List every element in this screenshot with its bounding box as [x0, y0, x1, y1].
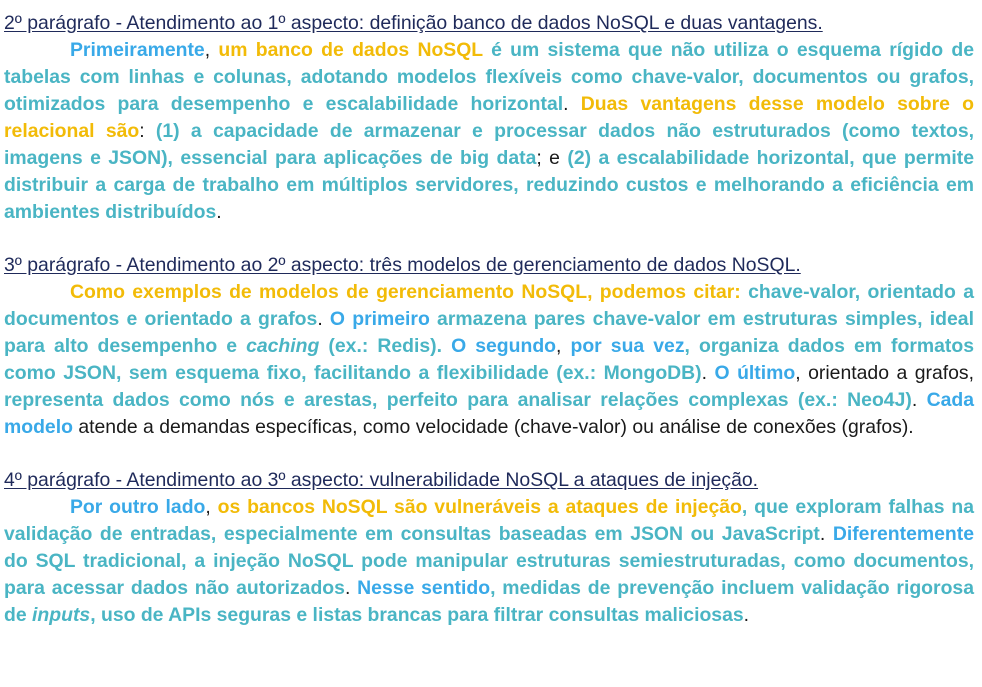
text-segment: . [911, 389, 927, 411]
text-segment: . [317, 308, 330, 330]
text-segment: Nesse sentido [357, 577, 491, 599]
text-segment: . [819, 523, 833, 545]
section-paragraph [4, 37, 974, 226]
text-segment: : [139, 120, 156, 142]
text-segment: . [701, 362, 715, 384]
section-paragraph [4, 494, 974, 629]
text-segment: , uso de APIs seguras e listas brancas para filtrar consultas maliciosas [90, 604, 744, 626]
text-segment: Cada modelo [4, 389, 974, 438]
text-segment: , que exploram falhas na validação de entradas, especialmente em consultas baseadas em JSON ou JavaScript [4, 496, 974, 545]
section-heading: 3º parágrafo - Atendimento ao 2º aspecto: três modelos de gerenciamento de dados NoSQL. [4, 254, 801, 276]
text-segment: do SQL tradicional, a injeção NoSQL pode manipular estruturas semiestruturadas, como documentos, para acessar dados não autorizados [4, 550, 974, 599]
text-segment: é um sistema que não utiliza o esquema rígido de tabelas com linhas e colunas, adotando modelos flexíveis como chave-valor, documentos ou grafos, otimizados para desempenho e escalabilidade horizontal [4, 39, 974, 115]
text-segment: chave-valor, orientado a documentos e orientado a grafos [4, 281, 975, 330]
text-segment: representa dados como nós e arestas, perfeito para analisar relações complexas (ex.: Neo4J) [4, 389, 912, 411]
text-segment: , [556, 335, 571, 357]
section-paragraph [4, 279, 974, 441]
text-segment: armazena pares chave-valor em estruturas simples, ideal para alto desempenho e [4, 308, 974, 357]
text-segment: , organiza dados em formatos como JSON, sem esquema fixo, facilitando a flexibilidade (ex.: MongoDB) [4, 335, 974, 384]
text-segment: O primeiro [329, 308, 430, 330]
text-segment: . [743, 604, 750, 626]
text-segment: Duas vantagens desse modelo sobre o relacional são [4, 93, 975, 142]
text-segment: (1) a capacidade de armazenar e processar dados não estruturados (como textos, imagens e JSON), essencial para aplicações de big data [4, 120, 974, 169]
text-segment: ; e [536, 147, 568, 169]
text-segment: os bancos NoSQL são vulneráveis a ataques de injeção [217, 496, 742, 518]
section-paragraph-2 [4, 10, 974, 226]
text-segment: , medidas de prevenção incluem validação rigorosa de [4, 577, 974, 626]
text-segment: (ex.: Redis). [319, 335, 452, 357]
text-segment: (2) a escalabilidade horizontal, que permite distribuir a carga de trabalho em múltiplos servidores, reduzindo custos e melhorando a eficiência em ambientes distribuídos [4, 147, 974, 223]
text-segment: . [216, 201, 222, 223]
text-segment: caching [246, 335, 320, 357]
text-segment: , [205, 496, 218, 518]
section-paragraph-3 [4, 252, 974, 441]
section-heading: 4º parágrafo - Atendimento ao 3º aspecto: vulnerabilidade NoSQL a ataques de injeção. [4, 469, 759, 491]
text-segment: . [563, 93, 581, 115]
text-segment: O segundo [451, 335, 557, 357]
text-segment: por sua vez [570, 335, 685, 357]
text-segment: O último [714, 362, 796, 384]
section-paragraph-4 [4, 467, 974, 629]
section-heading: 2º parágrafo - Atendimento ao 1º aspecto: definição banco de dados NoSQL e duas vantagens. [4, 12, 823, 34]
text-segment: Primeiramente [70, 39, 205, 61]
text-segment: . [344, 577, 358, 599]
text-segment: , [204, 39, 219, 61]
text-segment: inputs [32, 604, 91, 626]
text-segment: atende a demandas específicas, como velocidade (chave-valor) ou análise de conexões (grafos). [72, 416, 914, 438]
text-segment: Por outro lado [70, 496, 206, 518]
text-segment: , orientado a grafos, [795, 362, 974, 384]
text-segment: um banco de dados NoSQL [218, 39, 483, 61]
text-segment: Como exemplos de modelos de gerenciamento NoSQL, podemos citar: [70, 281, 749, 303]
text-segment: Diferentemente [832, 523, 974, 545]
